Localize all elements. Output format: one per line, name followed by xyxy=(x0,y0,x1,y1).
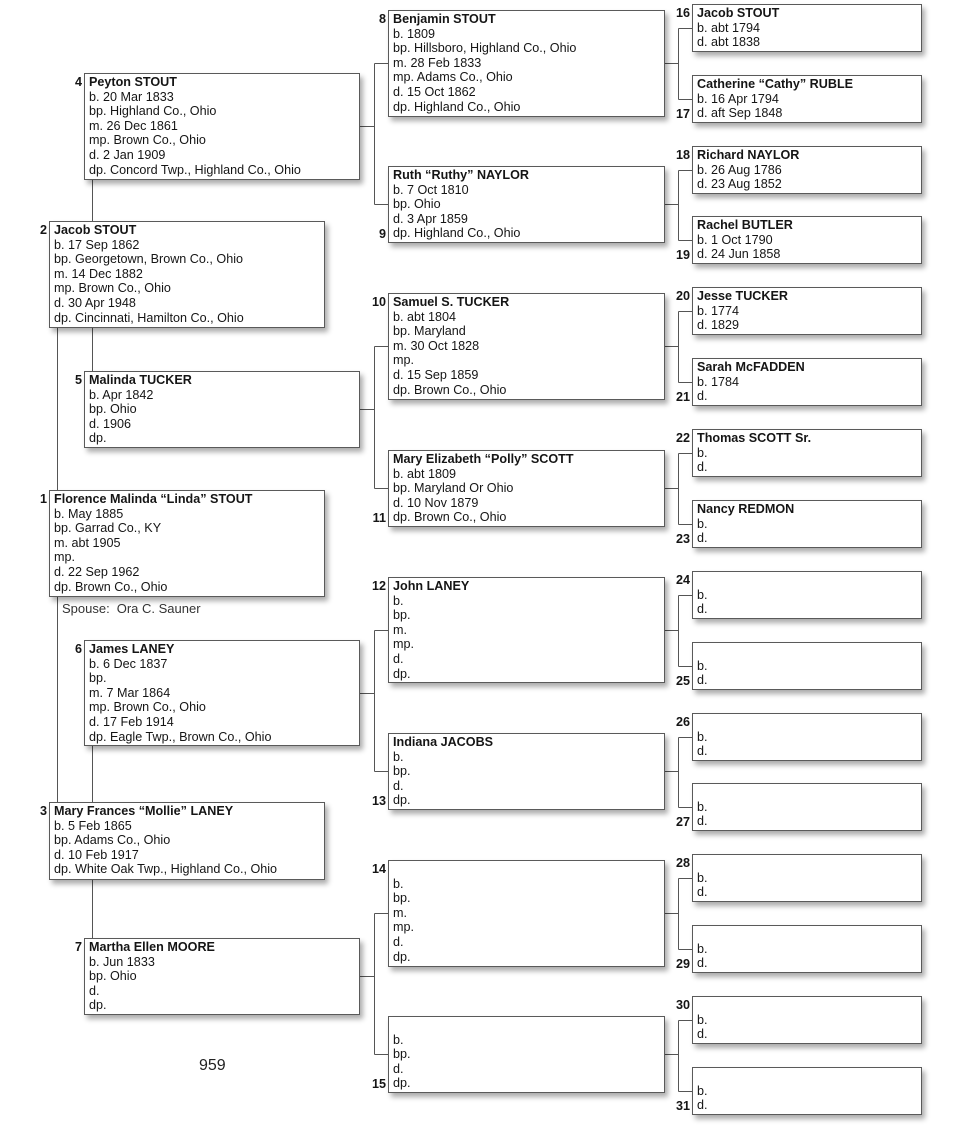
person-box-25 xyxy=(675,642,922,690)
birthplace-line: bp. Ohio xyxy=(89,969,137,984)
person-box-10 xyxy=(371,293,665,400)
birthplace-line: bp. Garrad Co., KY xyxy=(54,521,162,536)
ahnentafel-number: 7 xyxy=(74,940,82,954)
ahnentafel-number: 6 xyxy=(74,642,82,656)
person-name: Jacob STOUT xyxy=(54,223,137,237)
person-name: Benjamin STOUT xyxy=(393,12,496,26)
ahnentafel-number: 30 xyxy=(675,998,690,1012)
birth-line: b. abt 1804 xyxy=(393,309,457,324)
death-place-line: dp. Brown Co., Ohio xyxy=(393,382,507,397)
connector-bracket xyxy=(665,454,692,525)
death-line: d. abt 1838 xyxy=(697,35,761,50)
ahnentafel-number: 10 xyxy=(371,295,386,309)
birth-line: b. 17 Sep 1862 xyxy=(54,237,140,252)
marriage-line: m. 7 Mar 1864 xyxy=(89,685,171,700)
death-place-line: dp. Brown Co., Ohio xyxy=(54,579,168,594)
birth-line: b. abt 1809 xyxy=(393,466,457,481)
death-place-line: dp. Highland Co., Ohio xyxy=(393,99,521,114)
birth-line: b. xyxy=(697,516,708,531)
birthplace-line: bp. xyxy=(89,671,107,686)
birth-line: b. 1774 xyxy=(697,303,740,318)
death-line: d. 2 Jan 1909 xyxy=(89,147,166,162)
birthplace-line: bp. Adams Co., Ohio xyxy=(54,833,171,848)
birth-line: b. 16 Apr 1794 xyxy=(697,91,779,106)
ahnentafel-number: 23 xyxy=(675,532,690,547)
ahnentafel-number: 17 xyxy=(675,107,690,122)
ahnentafel-number: 12 xyxy=(371,579,386,593)
ahnentafel-number: 18 xyxy=(675,148,690,162)
death-line: d. xyxy=(697,531,708,546)
person-box-20 xyxy=(675,287,922,335)
person-name: Florence Malinda “Linda” STOUT xyxy=(54,492,253,506)
death-place-line: dp. Highland Co., Ohio xyxy=(393,226,521,241)
birth-line: b. 1784 xyxy=(697,374,740,389)
birth-line: b. 6 Dec 1837 xyxy=(89,656,168,671)
birth-line: b. 26 Aug 1786 xyxy=(697,162,782,177)
person-name: Nancy REDMON xyxy=(697,502,795,516)
ahnentafel-number: 19 xyxy=(675,248,690,263)
death-place-line: dp. Brown Co., Ohio xyxy=(393,510,507,525)
person-box-13 xyxy=(371,733,665,810)
person-name: Thomas SCOTT Sr. xyxy=(697,431,812,445)
person-box-29 xyxy=(675,925,922,973)
spouse-line xyxy=(62,601,201,616)
death-place-line: dp. White Oak Twp., Highland Co., Ohio xyxy=(54,862,278,877)
ahnentafel-number: 4 xyxy=(74,75,82,89)
person-box-24 xyxy=(675,571,922,619)
person-box-21 xyxy=(675,358,922,406)
connector-bracket xyxy=(665,1021,692,1092)
person-name-empty xyxy=(697,856,917,871)
birthplace-line: bp. xyxy=(393,764,411,779)
death-line: d. 1829 xyxy=(697,318,740,333)
ahnentafel-number: 26 xyxy=(675,715,690,729)
death-place-line: dp. xyxy=(89,431,107,446)
person-name: Rachel BUTLER xyxy=(697,218,793,232)
death-line: d. xyxy=(697,389,708,404)
death-line: d. 23 Aug 1852 xyxy=(697,177,782,192)
marriage-line: m. 28 Feb 1833 xyxy=(393,55,482,70)
person-box-12 xyxy=(371,577,665,683)
person-box-6 xyxy=(74,640,360,746)
ahnentafel-number: 15 xyxy=(371,1077,386,1092)
person-box-2 xyxy=(39,221,325,328)
birth-line: b. abt 1794 xyxy=(697,20,761,35)
birth-line: b. 1809 xyxy=(393,26,436,41)
connector-bracket xyxy=(665,171,692,241)
person-name: James LANEY xyxy=(89,642,175,656)
birthplace-line: bp. xyxy=(393,1047,411,1062)
birth-line: b. xyxy=(697,870,708,885)
person-name-empty xyxy=(697,785,917,800)
death-line: d. 15 Oct 1862 xyxy=(393,84,476,99)
death-line: d. xyxy=(697,885,708,900)
ahnentafel-number: 27 xyxy=(675,815,690,830)
birth-line: b. xyxy=(697,799,708,814)
birth-line: b. 20 Mar 1833 xyxy=(89,89,174,104)
ahnentafel-number: 29 xyxy=(675,957,690,972)
person-box-15 xyxy=(371,1016,665,1093)
person-name: Samuel S. TUCKER xyxy=(393,295,510,309)
birth-line: b. xyxy=(697,445,708,460)
ahnentafel-number: 11 xyxy=(372,511,386,526)
person-box-14 xyxy=(371,860,665,967)
page-number: 959 xyxy=(199,1057,226,1074)
spouse-label: Spouse: xyxy=(62,601,110,616)
person-name: Sarah McFADDEN xyxy=(697,360,805,374)
birth-line: b. xyxy=(697,587,708,602)
person-box-31 xyxy=(675,1067,922,1115)
person-name-empty xyxy=(697,998,917,1013)
person-box-17 xyxy=(675,75,922,123)
birth-line: b. 1 Oct 1790 xyxy=(697,232,773,247)
birthplace-line: bp. xyxy=(393,891,411,906)
marriage-place-line: mp. xyxy=(54,550,75,565)
birthplace-line: bp. Ohio xyxy=(89,402,137,417)
person-name: Martha Ellen MOORE xyxy=(89,940,215,954)
connector-bracket xyxy=(665,29,692,100)
death-line: d. xyxy=(697,1098,708,1113)
person-name-empty xyxy=(697,573,917,588)
marriage-line: m. xyxy=(393,905,407,920)
birthplace-line: bp. Highland Co., Ohio xyxy=(89,104,217,119)
death-line: d. xyxy=(697,460,708,475)
birth-line: b. xyxy=(393,876,404,891)
death-line: d. xyxy=(697,673,708,688)
ahnentafel-number: 24 xyxy=(675,573,690,587)
birthplace-line: bp. xyxy=(393,608,411,623)
birth-line: b. xyxy=(697,729,708,744)
death-line: d. aft Sep 1848 xyxy=(697,106,783,121)
person-box-3 xyxy=(39,802,325,880)
connector-bracket xyxy=(360,64,388,205)
birth-line: b. xyxy=(393,749,404,764)
person-box-28 xyxy=(675,854,922,902)
birthplace-line: bp. Ohio xyxy=(393,197,441,212)
ahnentafel-number: 13 xyxy=(371,794,386,809)
person-name-empty xyxy=(697,715,917,730)
person-name-empty xyxy=(697,927,917,942)
marriage-line: m. abt 1905 xyxy=(54,535,121,550)
death-line: d. 24 Jun 1858 xyxy=(697,247,781,262)
birth-line: b. Apr 1842 xyxy=(89,387,154,402)
death-place-line: dp. xyxy=(393,949,411,964)
death-place-line: dp. xyxy=(393,1076,411,1091)
ahnentafel-number: 8 xyxy=(378,12,386,26)
ahnentafel-number: 20 xyxy=(675,289,690,303)
person-name: Indiana JACOBS xyxy=(393,735,494,749)
death-line: d. xyxy=(393,778,404,793)
birth-line: b. xyxy=(697,658,708,673)
person-box-16 xyxy=(675,4,922,52)
ahnentafel-number: 2 xyxy=(39,223,47,237)
birthplace-line: bp. Maryland Or Ohio xyxy=(393,481,514,496)
death-place-line: dp. Eagle Twp., Brown Co., Ohio xyxy=(89,729,272,744)
person-name-empty xyxy=(393,1018,660,1033)
birth-line: b. Jun 1833 xyxy=(89,954,155,969)
connector-bracket xyxy=(665,879,692,950)
death-line: d. xyxy=(393,934,404,949)
marriage-line: m. 26 Dec 1861 xyxy=(89,118,178,133)
birthplace-line: bp. Hillsboro, Highland Co., Ohio xyxy=(393,41,577,56)
death-line: d. xyxy=(697,744,708,759)
marriage-place-line: mp. Adams Co., Ohio xyxy=(393,70,513,85)
person-box-1 xyxy=(39,490,325,597)
person-name: Malinda TUCKER xyxy=(89,373,192,387)
death-place-line: dp. Cincinnati, Hamilton Co., Ohio xyxy=(54,310,244,325)
ahnentafel-number: 9 xyxy=(378,227,386,242)
connector-bracket xyxy=(665,596,692,667)
person-box-8 xyxy=(378,10,665,117)
ahnentafel-number: 25 xyxy=(675,674,690,689)
birth-line: b. 7 Oct 1810 xyxy=(393,182,469,197)
death-line: d. 1906 xyxy=(89,416,132,431)
birth-line: b. xyxy=(697,941,708,956)
spouse-name: Ora C. Sauner xyxy=(116,601,201,616)
death-line: d. 22 Sep 1962 xyxy=(54,564,140,579)
connector-bracket xyxy=(360,631,388,772)
marriage-line: m. 14 Dec 1882 xyxy=(54,266,143,281)
person-name: Jesse TUCKER xyxy=(697,289,788,303)
death-line: d. xyxy=(697,956,708,971)
person-name: Catherine “Cathy” RUBLE xyxy=(697,77,854,91)
connector-bracket xyxy=(665,312,692,383)
death-place-line: dp. xyxy=(393,666,411,681)
birthplace-line: bp. Georgetown, Brown Co., Ohio xyxy=(54,252,244,267)
death-line: d. xyxy=(697,602,708,617)
person-name: Mary Frances “Mollie” LANEY xyxy=(54,804,234,818)
death-line: d. 3 Apr 1859 xyxy=(393,211,468,226)
marriage-place-line: mp. Brown Co., Ohio xyxy=(89,700,206,715)
person-box-4 xyxy=(74,73,360,180)
marriage-line: m. 30 Oct 1828 xyxy=(393,338,480,353)
person-box-26 xyxy=(675,713,922,761)
ahnentafel-number: 1 xyxy=(39,492,47,506)
death-line: d. xyxy=(697,814,708,829)
connector-bracket xyxy=(665,738,692,808)
birth-line: b. xyxy=(393,593,404,608)
birth-line: b. May 1885 xyxy=(54,506,124,521)
birth-line: b. 5 Feb 1865 xyxy=(54,818,132,833)
person-name-empty xyxy=(393,862,660,877)
person-box-7 xyxy=(74,938,360,1015)
person-box-19 xyxy=(675,216,922,264)
ahnentafel-number: 31 xyxy=(675,1099,690,1114)
death-place-line: dp. Concord Twp., Highland Co., Ohio xyxy=(89,162,301,177)
birthplace-line: bp. Maryland xyxy=(393,324,466,339)
ahnentafel-number: 28 xyxy=(675,856,690,870)
connector-bracket xyxy=(360,347,388,489)
death-line: d. xyxy=(89,983,100,998)
death-line: d. xyxy=(697,1027,708,1042)
marriage-place-line: mp. Brown Co., Ohio xyxy=(54,281,171,296)
person-name: Mary Elizabeth “Polly” SCOTT xyxy=(393,452,574,466)
person-name: Peyton STOUT xyxy=(89,75,177,89)
person-name: Richard NAYLOR xyxy=(697,148,800,162)
ahnentafel-number: 14 xyxy=(371,862,386,876)
person-box-5 xyxy=(74,371,360,448)
birth-line: b. xyxy=(697,1083,708,1098)
person-box-27 xyxy=(675,783,922,831)
death-place-line: dp. xyxy=(89,998,107,1013)
ahnentafel-number: 3 xyxy=(39,804,47,818)
marriage-place-line: mp. Brown Co., Ohio xyxy=(89,133,206,148)
death-line: d. 15 Sep 1859 xyxy=(393,367,479,382)
ahnentafel-number: 5 xyxy=(74,373,82,387)
birth-line: b. xyxy=(697,1012,708,1027)
person-name-empty xyxy=(697,1069,917,1084)
marriage-line: m. xyxy=(393,622,407,637)
death-line: d. 10 Feb 1917 xyxy=(54,847,139,862)
connector-bracket xyxy=(360,914,388,1055)
person-name: Jacob STOUT xyxy=(697,6,780,20)
ahnentafel-number: 21 xyxy=(675,390,690,405)
death-line: d. xyxy=(393,651,404,666)
person-box-11 xyxy=(372,450,665,527)
marriage-place-line: mp. xyxy=(393,920,414,935)
ahnentafel-number: 16 xyxy=(675,6,690,20)
person-box-23 xyxy=(675,500,922,548)
death-place-line: dp. xyxy=(393,793,411,808)
birth-line: b. xyxy=(393,1032,404,1047)
person-name: John LANEY xyxy=(393,579,470,593)
person-name: Ruth “Ruthy” NAYLOR xyxy=(393,168,529,182)
death-line: d. 17 Feb 1914 xyxy=(89,714,174,729)
person-box-18 xyxy=(675,146,922,194)
person-name-empty xyxy=(697,644,917,659)
person-box-30 xyxy=(675,996,922,1044)
death-line: d. 10 Nov 1879 xyxy=(393,495,479,510)
person-box-22 xyxy=(675,429,922,477)
marriage-place-line: mp. xyxy=(393,353,414,368)
death-line: d. xyxy=(393,1061,404,1076)
ahnentafel-number: 22 xyxy=(675,431,690,445)
death-line: d. 30 Apr 1948 xyxy=(54,295,136,310)
marriage-place-line: mp. xyxy=(393,637,414,652)
person-box-9 xyxy=(378,166,665,243)
